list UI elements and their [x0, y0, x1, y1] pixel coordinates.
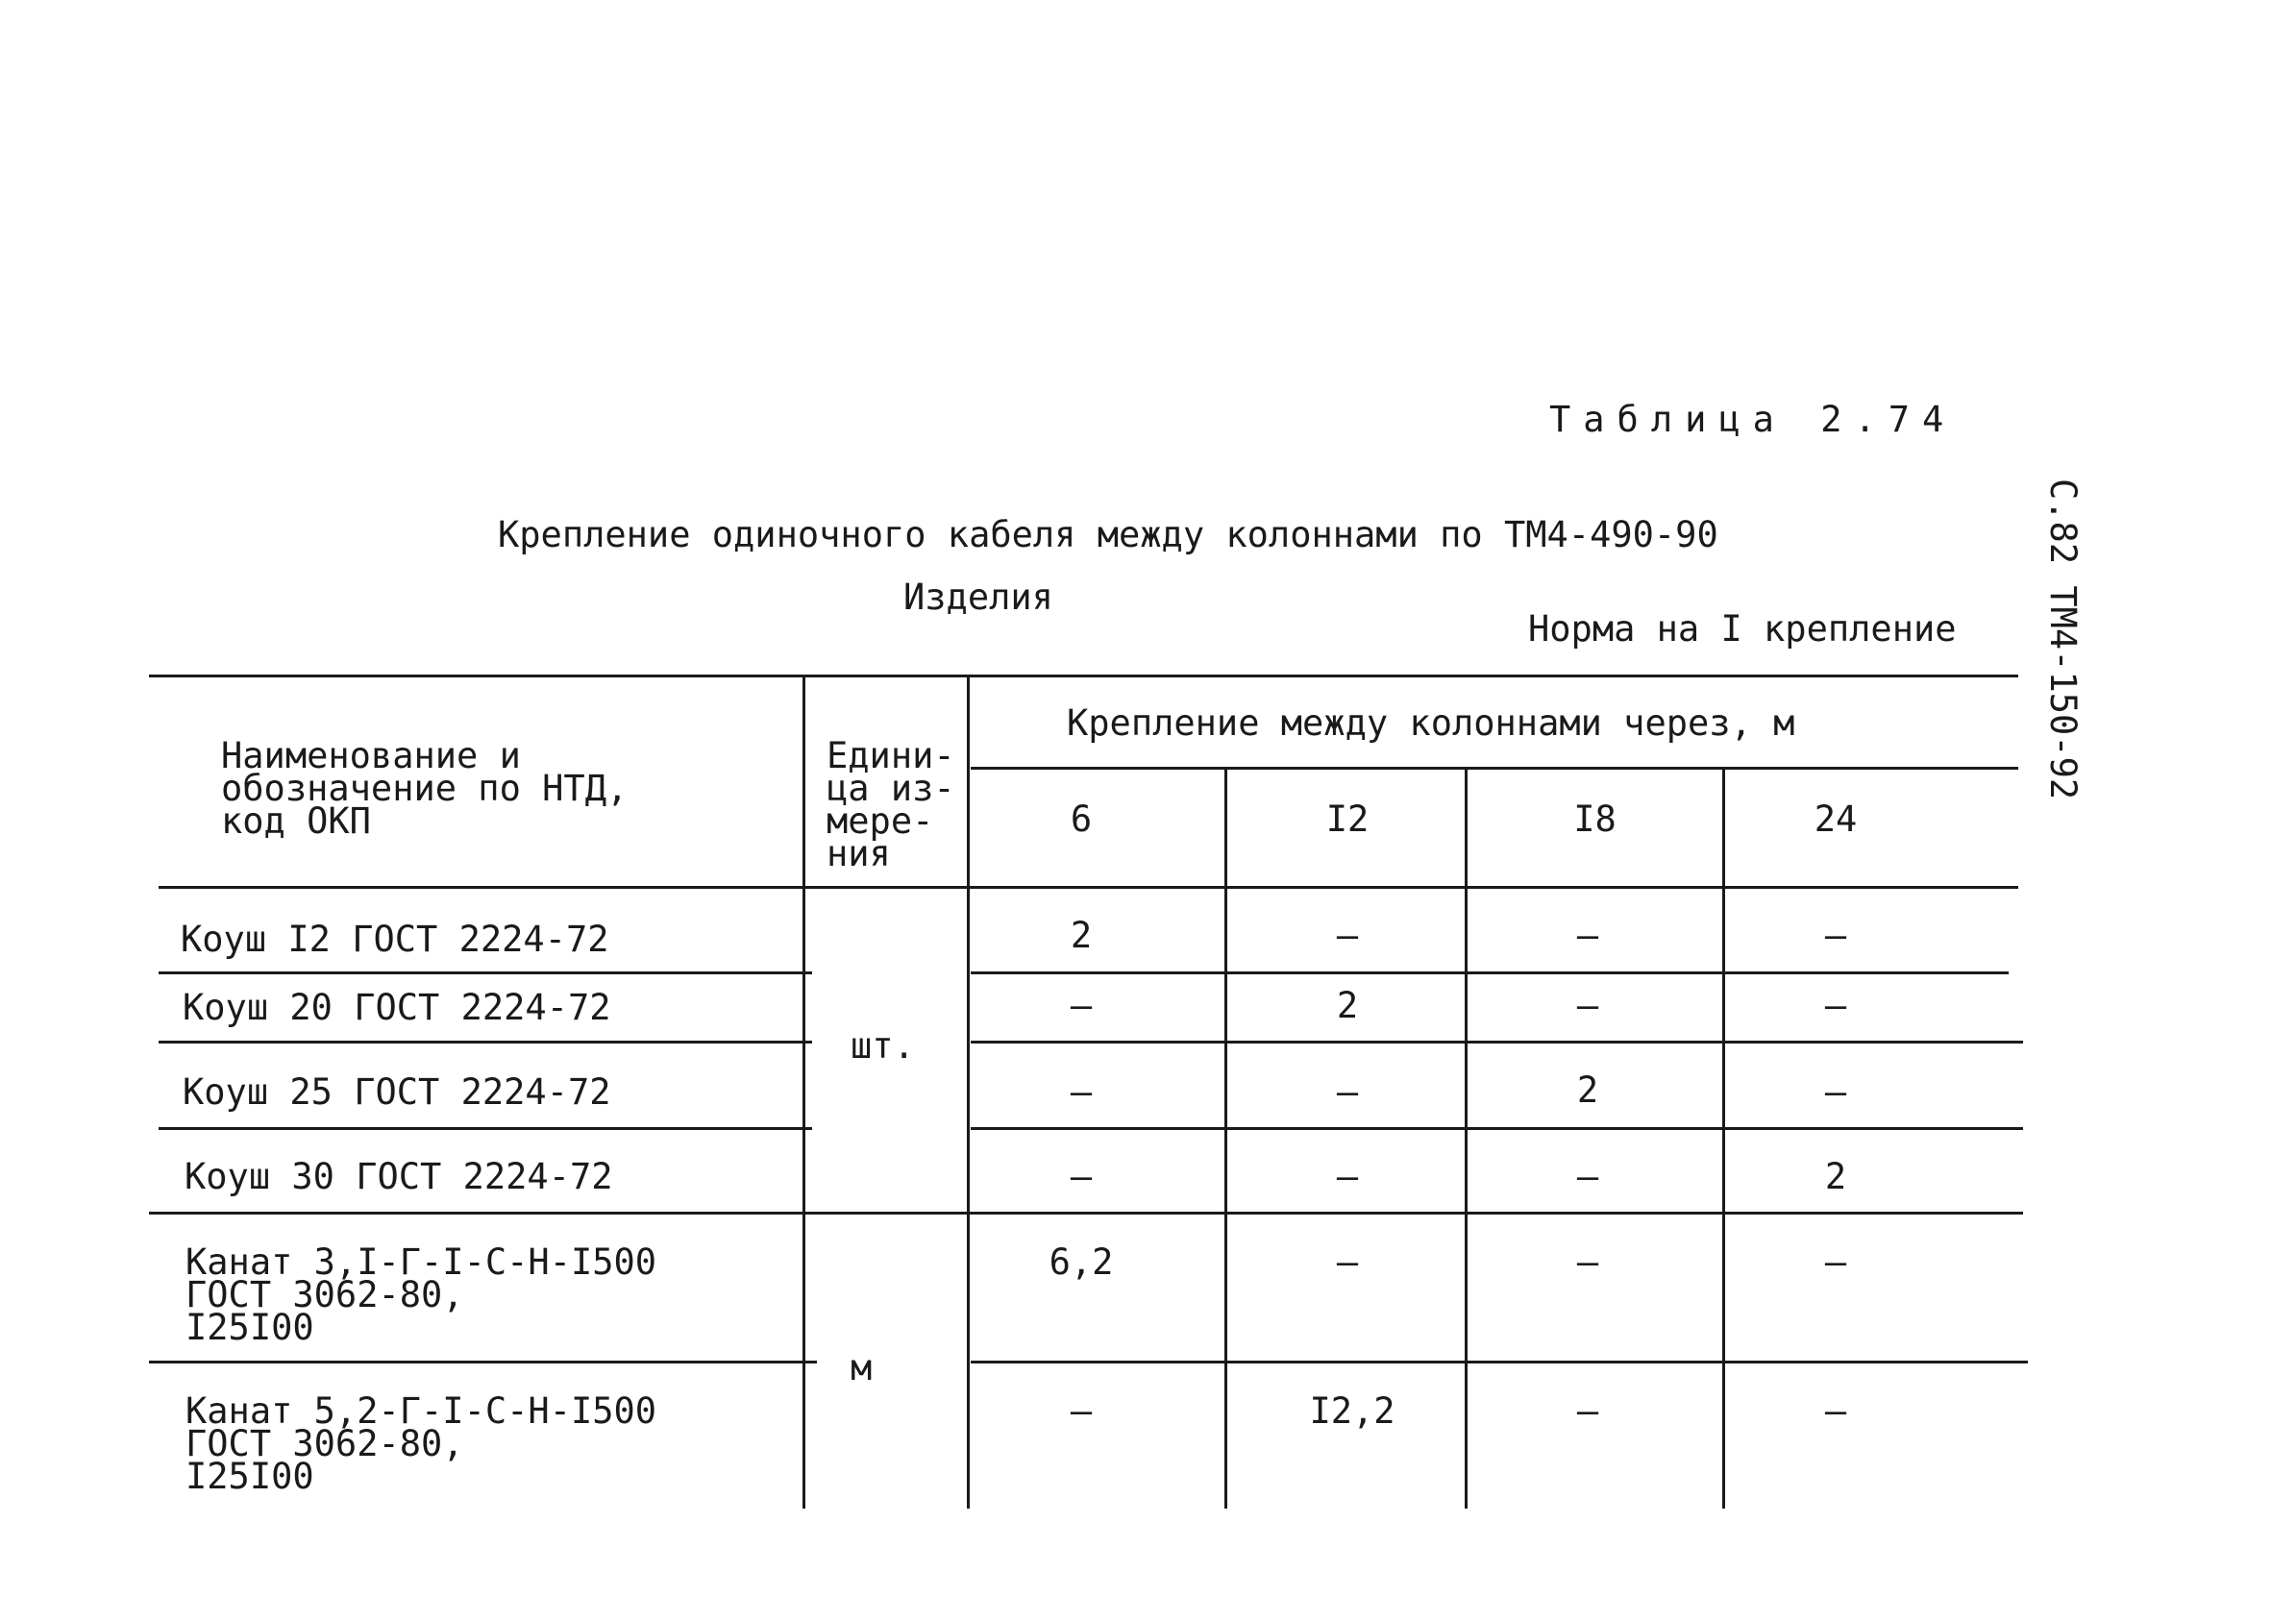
row-rule — [971, 1127, 2023, 1130]
unit-pieces: шт. — [851, 1025, 915, 1067]
table-number: Таблица 2.74 — [1549, 399, 1957, 440]
row-name: Канат 5,2-Г-I-С-Н-I500 ГОСТ 3062-80, I25I00 — [185, 1390, 657, 1497]
row-name: Коуш 20 ГОСТ 2224-72 — [183, 987, 611, 1028]
row-value: – — [1070, 1390, 1093, 1432]
row-value: – — [1070, 1156, 1093, 1197]
row-name: Коуш 30 ГОСТ 2224-72 — [185, 1156, 613, 1197]
row-value: 2 — [1336, 985, 1359, 1026]
page-code-text: С.82 ТМ4-150-92 — [2042, 479, 2084, 800]
row-name: Коуш I2 ГОСТ 2224-72 — [181, 919, 609, 960]
unit-meters: м — [851, 1347, 873, 1388]
row-name: Канат 3,I-Г-I-С-Н-I500 ГОСТ 3062-80, I25I00 — [185, 1241, 657, 1348]
row-rule — [149, 1212, 2023, 1215]
row-name: Коуш 25 ГОСТ 2224-72 — [183, 1071, 611, 1113]
row-value: – — [1576, 915, 1599, 956]
unit-col-rule — [802, 675, 805, 1509]
row-rule — [971, 971, 2009, 974]
header-bottom-rule — [159, 886, 2018, 889]
table-subtitle: Изделия — [903, 577, 1053, 618]
header-span: I2 — [1325, 798, 1370, 840]
table-title: Крепление одиночного кабеля между колоннами по ТМ4-490-90 — [498, 514, 1718, 555]
table-top-rule — [149, 675, 2018, 677]
row-value: 6,2 — [1049, 1241, 1114, 1283]
header-span: I8 — [1573, 798, 1617, 840]
row-value: – — [1070, 1071, 1093, 1113]
row-value: – — [1576, 1390, 1599, 1432]
row-value: – — [1336, 1156, 1359, 1197]
row-value: – — [1576, 1156, 1599, 1197]
header-span: 24 — [1814, 798, 1858, 840]
header-spans-label: Крепление между колоннами через, м — [1067, 702, 1795, 744]
row-value: – — [1576, 1241, 1599, 1283]
row-rule — [971, 1041, 2023, 1044]
row-rule — [971, 1361, 2028, 1363]
row-value: – — [1824, 1241, 1847, 1283]
row-value: – — [1824, 915, 1847, 956]
header-unit-col: Едини- ца из- мере- ния — [827, 735, 955, 874]
row-value: I2,2 — [1309, 1390, 1395, 1432]
row-value: – — [1336, 915, 1359, 956]
row-value: – — [1336, 1241, 1359, 1283]
row-value: – — [1336, 1071, 1359, 1113]
row-rule — [159, 1127, 812, 1130]
row-rule — [159, 971, 812, 974]
row-rule — [149, 1361, 817, 1363]
header-span: 6 — [1070, 798, 1093, 840]
row-value: 2 — [1576, 1069, 1599, 1111]
row-value: 2 — [1070, 915, 1093, 956]
row-value: – — [1070, 985, 1093, 1026]
norm-label: Норма на I крепление — [1528, 608, 1957, 650]
values-col-rule — [967, 675, 970, 1509]
header-name-col: Наименование и обозначение по НТД, код ОКП — [221, 735, 629, 842]
row-rule — [159, 1041, 812, 1044]
span-header-rule — [971, 767, 2018, 770]
row-value: – — [1824, 1390, 1847, 1432]
row-value: – — [1576, 985, 1599, 1026]
row-value: – — [1824, 1071, 1847, 1113]
row-value: – — [1824, 985, 1847, 1026]
row-value: 2 — [1824, 1156, 1847, 1197]
